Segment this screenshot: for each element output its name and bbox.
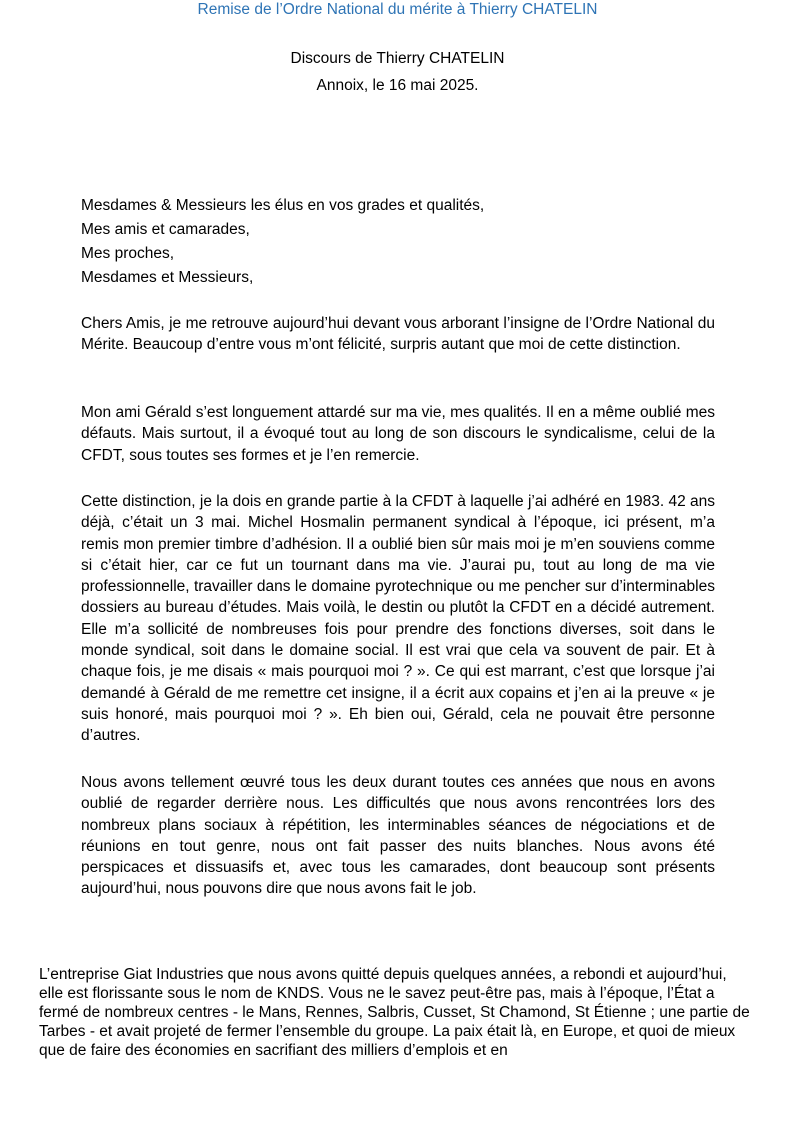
speech-title: Discours de Thierry CHATELIN bbox=[290, 50, 505, 67]
document-title: Remise de l’Ordre National du mérite à Thierry CHATELIN bbox=[197, 1, 598, 18]
paragraph-distinction-intro: Chers Amis, je me retrouve aujourd’hui devant vous arborant l’insigne de l’Ordre National du Mérite. Beaucoup d’entre vous m’ont félicité, surpris autant que moi de cette distinction. bbox=[81, 315, 715, 354]
greeting-line: Mesdames & Messieurs les élus en vos grades et qualités, bbox=[81, 197, 485, 214]
paragraph-gerald: Mon ami Gérald s’est longuement attardé sur ma vie, mes qualités. Il en a même oublié mes défauts. Mais surtout, il a évoqué tout au long de son discours le syndicalisme, celui de la CFDT, sous toutes ses formes et je l’en remercie. bbox=[81, 404, 715, 464]
greetings-block bbox=[81, 194, 721, 290]
greeting-line: Mesdames et Messieurs, bbox=[81, 269, 254, 286]
paragraph-cfdt: Cette distinction, je la dois en grande partie à la CFDT à laquelle j’ai adhéré en 1983. 42 ans déjà, c’était un 3 mai. Michel Hosmalin permanent syndical à l’époque, ici présent, m’a remis mon premier timbre d’adhésion. Il a oublié bien sûr mais moi je m’en souviens comme si c’était hier, car ce fut un tournant dans ma vie. J’aurai pu, tout au long de ma vie professionnelle, travailler dans le domaine pyrotechnique ou me pencher sur d’interminables dossiers au bureau d’études. Mais voilà, le destin ou plutôt la CFDT en a décidé autrement. Elle m’a sollicité de nombreuses fois pour prendre des fonctions diverses, soit dans le monde syndical, soit dans le domaine social. Il est vrai que cela va souvent de pair. Et à chaque fois, je me disais « mais pourquoi moi ? ». Ce qui est marrant, c’est que lorsque j’ai demandé à Gérald de me remettre cet insigne, il a écrit aux copains et j’en ai la preuve « je suis honoré, mais pourquoi moi ? ». Eh bien oui, Gérald, cela ne pouvait être personne d’autres. bbox=[81, 493, 715, 745]
greeting-line: Mes amis et camarades, bbox=[81, 221, 250, 238]
paragraph-giat-industries: L’entreprise Giat Industries que nous avons quitté depuis quelques années, a rebondi et aujourd’hui, elle est florissante sous le nom de KNDS. Vous ne le savez peut-être pas, mais à l’époque, l’État a fermé de nombreux centres - le Mans, Rennes, Salbris, Cusset, St Chamond, St Étienne ; une partie de Tarbes - et avait projeté de fermer l’ensemble du groupe. La paix était là, en Europe, et quoi de mieux que de faire des économies en sacrifiant des milliers d’emplois et en bbox=[39, 966, 750, 1059]
place-date: Annoix, le 16 mai 2025. bbox=[316, 77, 479, 94]
paragraph-work-together: Nous avons tellement œuvré tous les deux durant toutes ces années que nous en avons oublié de regarder derrière nous. Les difficultés que nous avons rencontrées lors des nombreux plans sociaux à répétition, les interminables séances de négociations et de réunions en tout genre, nous ont fait passer des nuits blanches. Nous avons été perspicaces et dissuasifs et, avec tous les camarades, dont beaucoup sont présents aujourd’hui, nous pouvons dire que nous avons fait le job. bbox=[81, 774, 715, 898]
greeting-line: Mes proches, bbox=[81, 245, 175, 262]
